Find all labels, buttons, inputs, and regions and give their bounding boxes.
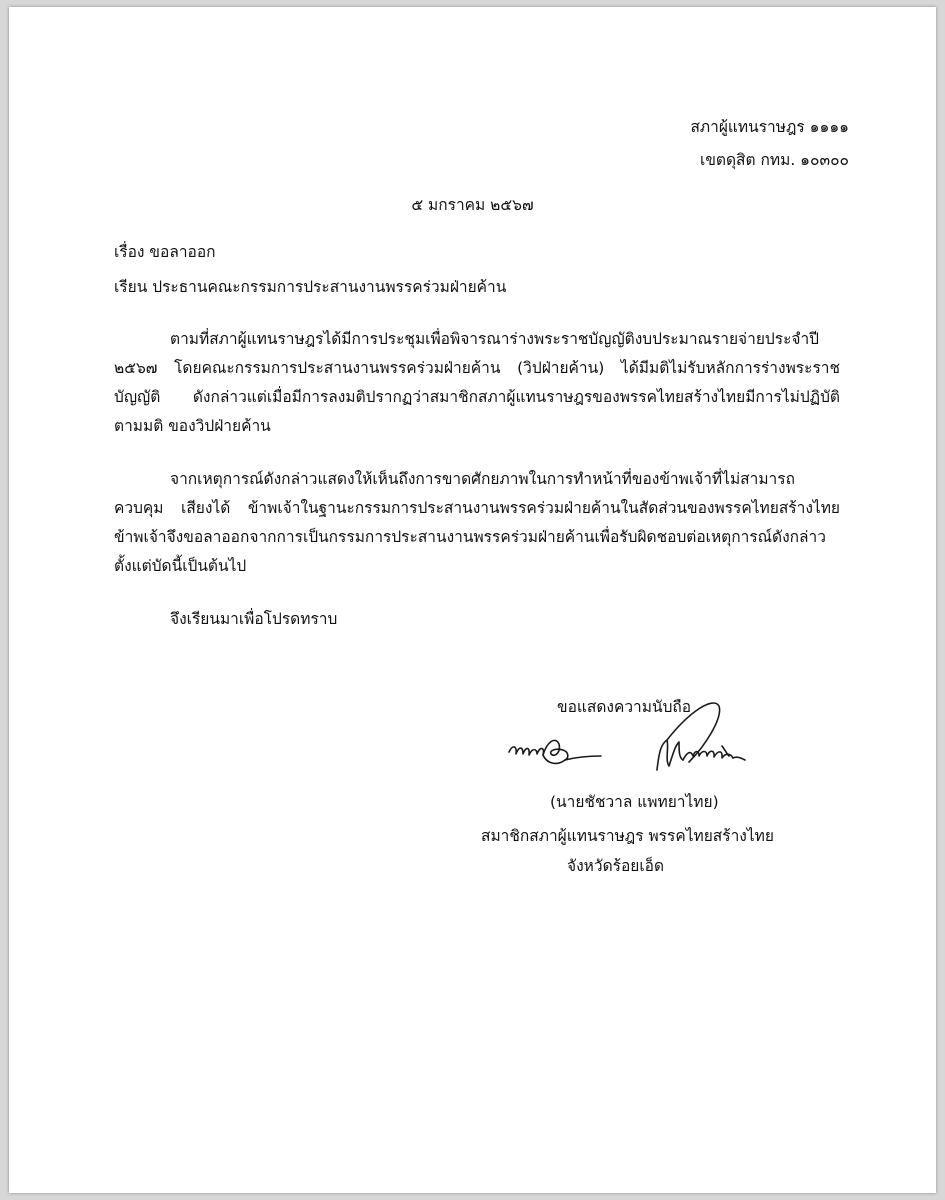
signer-name: (นายชัชวาล แพทยาไทย) (550, 793, 719, 811)
sender-address-line2: เขตดุสิต กทม. ๑๐๓๐๐ (700, 151, 849, 169)
handwritten-signature (507, 692, 747, 782)
body-paragraph-2-text: จากเหตุการณ์ดังกล่าวแสดงให้เห็นถึงการขาดศักยภาพในการทำหน้าที่ของข้าพเจ้าที่ไม่สามารถควบคุม เสียงได้ ข้าพเจ้าในฐานะกรรมการประสานงานพรรคร่วมฝ่ายค้านในสัดส่วนของพรรคไทยสร้างไทย ข้าพเจ้าจึงขอลาออกจากการเป็นกรรมการประสานงานพรรคร่วมฝ่ายค้านเพื่อรับผิดชอบต่อเหตุการณ์ดังกล่าว ตั้งแต่บัดนี้เป็นต้นไป (114, 470, 840, 575)
sender-address-line1: สภาผู้แทนราษฎร ๑๑๑๑ (690, 118, 849, 136)
body-paragraph-1-text: ตามที่สภาผู้แทนราษฎรได้มีการประชุมเพื่อพิจารณาร่างพระราชบัญญัติงบประมาณรายจ่ายประจำปี ๒๕๖๗ โดยคณะกรรมการประสานงานพรรคร่วมฝ่ายค้าน (วิปฝ่ายค้าน) ได้มีมติไม่รับหลักการร่างพระราชบัญญัติ ดังกล่าวแต่เมื่อมีการลงมติปรากฏว่าสมาชิกสภาผู้แทนราษฎรของพรรคไทยสร้างไทยมีการไม่ปฏิบัติตามมติ ของวิปฝ่ายค้าน (114, 330, 840, 435)
letter-subject: เรื่อง ขอลาออก (114, 243, 216, 261)
closing-line: จึงเรียนมาเพื่อโปรดทราบ (170, 610, 338, 628)
letter-page (9, 7, 936, 1193)
signer-position: สมาชิกสภาผู้แทนราษฎร พรรคไทยสร้างไทย (481, 827, 774, 845)
body-paragraph-2 (114, 465, 840, 581)
body-paragraph-1 (114, 325, 840, 441)
signer-province: จังหวัดร้อยเอ็ด (567, 857, 665, 875)
letter-recipient: เรียน ประธานคณะกรรมการประสานงานพรรคร่วมฝ่ายค้าน (114, 278, 507, 296)
letter-date: ๕ มกราคม ๒๕๖๗ (411, 196, 534, 214)
regards-line: ขอแสดงความนับถือ (557, 698, 692, 716)
